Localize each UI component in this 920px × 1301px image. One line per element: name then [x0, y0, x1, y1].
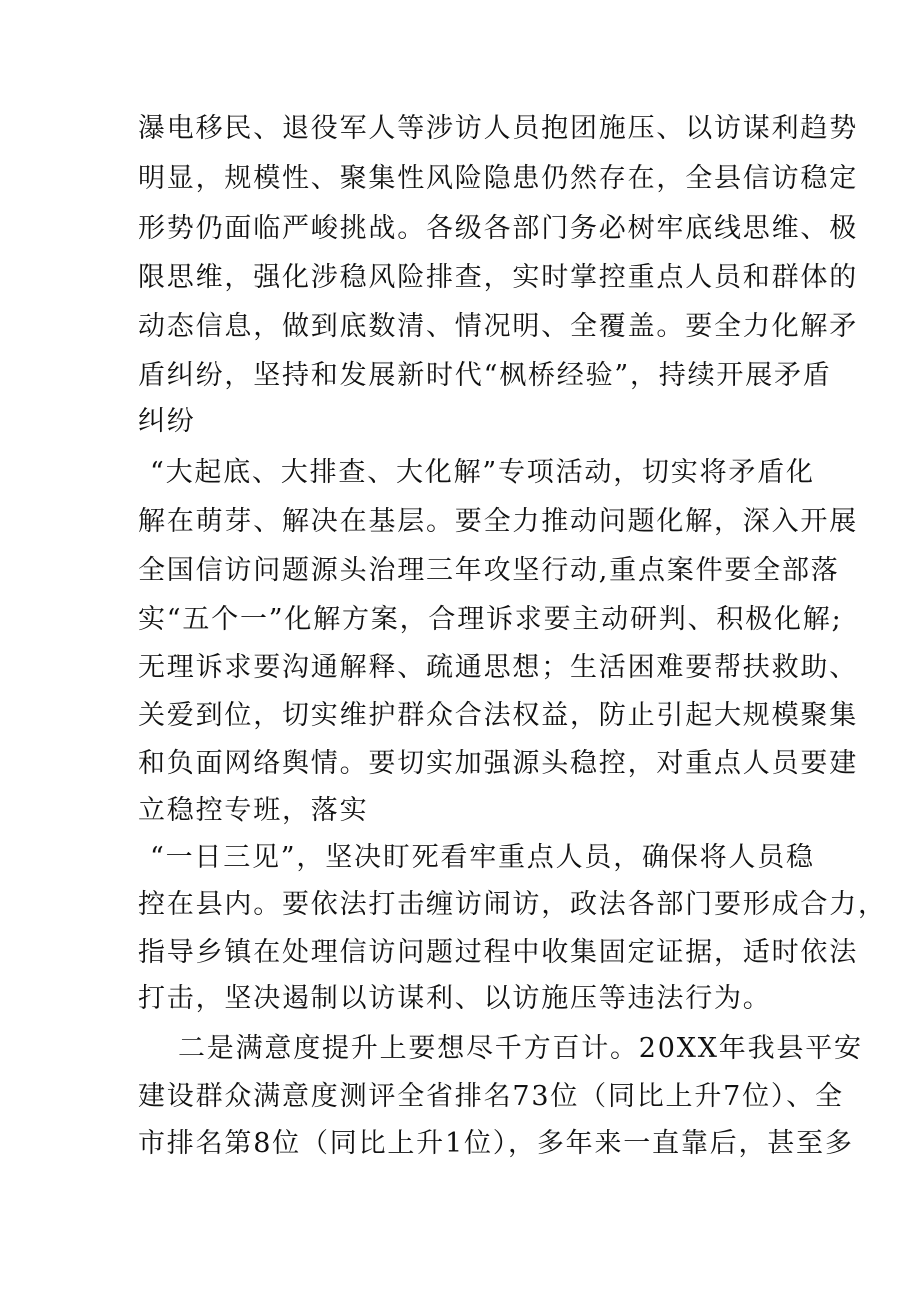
text-line: “大起底、大排查、大化解”专项活动，切实将矛盾化: [150, 457, 815, 488]
text-line: 和负面网络舆情。要切实加强源头稳控，对重点人员要建: [138, 748, 858, 779]
text-line: 实“五个一”化解方案，合理诉求要主动研判、积极化解;: [138, 604, 843, 635]
text-line: 控在县内。要依法打击缠访闹访，政法各部门要形成合力，: [138, 889, 887, 920]
text-line: 关爱到位，切实维护群众合法权益，防止引起大规模聚集: [138, 700, 858, 731]
text-line: 全国信访问题源头治理三年攻坚行动,重点案件要全部落: [138, 555, 840, 586]
text-line: 明显，规模性、聚集性风险隐患仍然存在，全县信访稳定: [138, 163, 858, 194]
text-line: 盾纠纷，坚持和发展新时代“枫桥经验”，持续开展矛盾: [138, 360, 832, 391]
text-line: 瀑电移民、退役军人等涉访人员抱团施压、以访谋利趋势: [138, 113, 858, 144]
text-line: 解在萌芽、解决在基层。要全力推动问题化解，深入开展: [138, 506, 858, 537]
text-line: 无理诉求要沟通解释、疏通思想；生活困难要帮扶救助、: [138, 652, 858, 683]
text-line: 形势仍面临严峻挑战。各级各部门务必树牢底线思维、极: [138, 213, 858, 244]
text-line: 动态信息，做到底数清、情况明、全覆盖。要全力化解矛: [138, 311, 858, 342]
text-line: 限思维，强化涉稳风险排查，实时掌控重点人员和群体的: [138, 262, 858, 293]
text-line: 建设群众满意度测评全省排名73位（同比上升7位）、全: [138, 1081, 844, 1112]
text-line: 立稳控专班，落实: [138, 795, 369, 826]
text-line: 指导乡镇在处理信访问题过程中收集固定证据，适时依法: [138, 937, 858, 968]
text-line: 纠纷: [138, 406, 196, 437]
text-line: 二是满意度提升上要想尽千方百计。20XX年我县平安: [178, 1033, 863, 1064]
text-line: 市排名第8位（同比上升1位），多年来一直靠后，甚至多: [138, 1128, 854, 1159]
text-line: “一日三见”，坚决盯死看牢重点人员，确保将人员稳: [150, 842, 815, 873]
text-line: 打击，坚决遏制以访谋利、以访施压等违法行为。: [138, 983, 772, 1014]
